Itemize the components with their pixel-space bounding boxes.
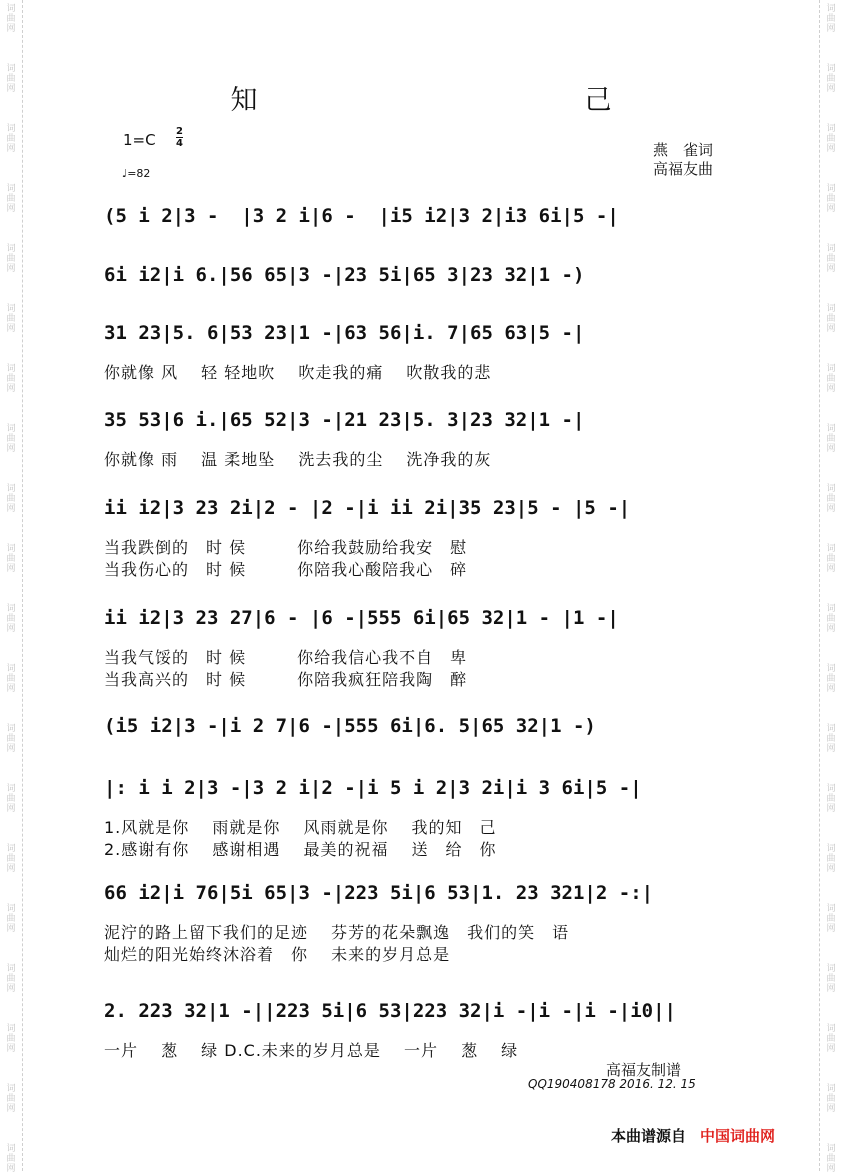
watermark-text: 词 曲 网 [6, 244, 16, 274]
watermark-text: 词 曲 网 [6, 904, 16, 934]
time-signature-top: 2 [176, 126, 183, 137]
source-label: 本曲谱源自 [611, 1127, 687, 1145]
time-signature [176, 126, 183, 149]
qq-and-date: QQ190408178 2016. 12. 15 [528, 1077, 696, 1091]
notation-line: 66 i2|i 76|5i 65|3 -|223 5i|6 53|1. 23 321|2 -:| [104, 882, 654, 904]
watermark-text: 词 曲 网 [6, 124, 16, 154]
watermark-text: 词 曲 网 [826, 664, 836, 694]
notation-line: 31 23|5. 6|53 23|1 -|63 56|i. 7|65 63|5 -| [104, 322, 585, 344]
watermark-text: 词 曲 网 [826, 784, 836, 814]
watermark-text: 词 曲 网 [826, 724, 836, 754]
source-line [611, 1125, 775, 1146]
lyric-line: 当我跌倒的 时 侯 你给我鼓励给我安 慰 [104, 538, 468, 557]
notation-line: 6i i2|i 6.|56 65|3 -|23 5i|65 3|23 32|1 -) [104, 264, 585, 286]
lyric-line: 1.风就是你 雨就是你 风雨就是你 我的知 己 [104, 818, 497, 837]
lyric-line: 当我伤心的 时 候 你陪我心酸陪我心 碎 [104, 560, 468, 579]
watermark-text: 词 曲 网 [826, 904, 836, 934]
watermark-text: 词 曲 网 [826, 1144, 836, 1174]
watermark-text: 词 曲 网 [826, 1084, 836, 1114]
watermark-text: 词 曲 网 [6, 184, 16, 214]
lyric-line: 当我高兴的 时 候 你陪我疯狂陪我陶 醉 [104, 670, 468, 689]
watermark-text: 词 曲 网 [6, 724, 16, 754]
score-maker: 高福友制谱 [606, 1061, 682, 1079]
watermark-text: 词 曲 网 [6, 64, 16, 94]
lyric-line: 当我气馁的 时 候 你给我信心我不自 卑 [104, 648, 468, 667]
watermark-text: 词 曲 网 [6, 604, 16, 634]
watermark-text: 词 曲 网 [6, 544, 16, 574]
tempo-marking: ♩=82 [122, 167, 151, 180]
lyric-line: 一片 葱 绿 D.C.未来的岁月总是 一片 葱 绿 [104, 1041, 519, 1060]
notation-line: 35 53|6 i.|65 52|3 -|21 23|5. 3|23 32|1 -| [104, 409, 585, 431]
watermark-text: 词 曲 网 [826, 544, 836, 574]
watermark-text: 词 曲 网 [826, 964, 836, 994]
composer-credit: 高福友曲 [653, 160, 714, 178]
lyric-line: 你就像 风 轻 轻地吹 吹走我的痛 吹散我的悲 [104, 363, 492, 382]
watermark-text: 词 曲 网 [6, 964, 16, 994]
watermark-text: 词 曲 网 [826, 484, 836, 514]
watermark-text: 词 曲 网 [826, 124, 836, 154]
notation-line: (i5 i2|3 -|i 2 7|6 -|555 6i|6. 5|65 32|1 -) [104, 715, 596, 737]
watermark-text: 词 曲 网 [826, 64, 836, 94]
notation-line: ii i2|3 23 2i|2 - |2 -|i ii 2i|35 23|5 - |5 -| [104, 497, 631, 519]
watermark-text: 词 曲 网 [826, 844, 836, 874]
watermark-text: 词 曲 网 [826, 604, 836, 634]
watermark-text: 词 曲 网 [6, 1084, 16, 1114]
notation-line: 2. 223 32|1 -||223 5i|6 53|223 32|i -|i -|i -|i0|| [104, 1000, 676, 1022]
watermark-text: 词 曲 网 [6, 1144, 16, 1174]
lyric-line: 灿烂的阳光始终沐浴着 你 未来的岁月总是 [104, 945, 451, 964]
watermark-text: 词 曲 网 [6, 664, 16, 694]
watermark-text: 词 曲 网 [826, 184, 836, 214]
watermark-text: 词 曲 网 [6, 424, 16, 454]
lyric-line: 泥泞的路上留下我们的足迹 芬芳的花朵飘逸 我们的笑 语 [104, 923, 570, 942]
watermark-text: 词 曲 网 [6, 484, 16, 514]
watermark-text: 词 曲 网 [6, 364, 16, 394]
watermark-text: 词 曲 网 [826, 364, 836, 394]
right-watermark-strip [819, 0, 842, 1171]
lyric-line: 2.感谢有你 感谢相遇 最美的祝福 送 给 你 [104, 840, 497, 859]
watermark-text: 词 曲 网 [6, 844, 16, 874]
watermark-text: 词 曲 网 [826, 424, 836, 454]
watermark-text: 词 曲 网 [6, 1024, 16, 1054]
time-signature-bottom: 4 [176, 138, 183, 149]
watermark-text: 词 曲 网 [6, 4, 16, 34]
watermark-text: 词 曲 网 [826, 244, 836, 274]
notation-line: (5 i 2|3 - |3 2 i|6 - |i5 i2|3 2|i3 6i|5 -| [104, 205, 619, 227]
notation-line: |: i i 2|3 -|3 2 i|2 -|i 5 i 2|3 2i|i 3 6i|5 -| [104, 777, 642, 799]
source-site: 中国词曲网 [700, 1127, 776, 1145]
watermark-text: 词 曲 网 [6, 784, 16, 814]
notation-line: ii i2|3 23 27|6 - |6 -|555 6i|65 32|1 - |1 -| [104, 607, 619, 629]
key-signature: 1=C [123, 131, 156, 149]
watermark-text: 词 曲 网 [826, 4, 836, 34]
credits [653, 141, 713, 179]
watermark-text: 词 曲 网 [6, 304, 16, 334]
lyric-line: 你就像 雨 温 柔地坠 洗去我的尘 洗净我的灰 [104, 450, 492, 469]
lyricist-credit: 燕 雀词 [653, 141, 714, 159]
watermark-text: 词 曲 网 [826, 1024, 836, 1054]
left-watermark-strip [0, 0, 23, 1171]
song-title: 知 己 [230, 85, 762, 116]
watermark-text: 词 曲 网 [826, 304, 836, 334]
